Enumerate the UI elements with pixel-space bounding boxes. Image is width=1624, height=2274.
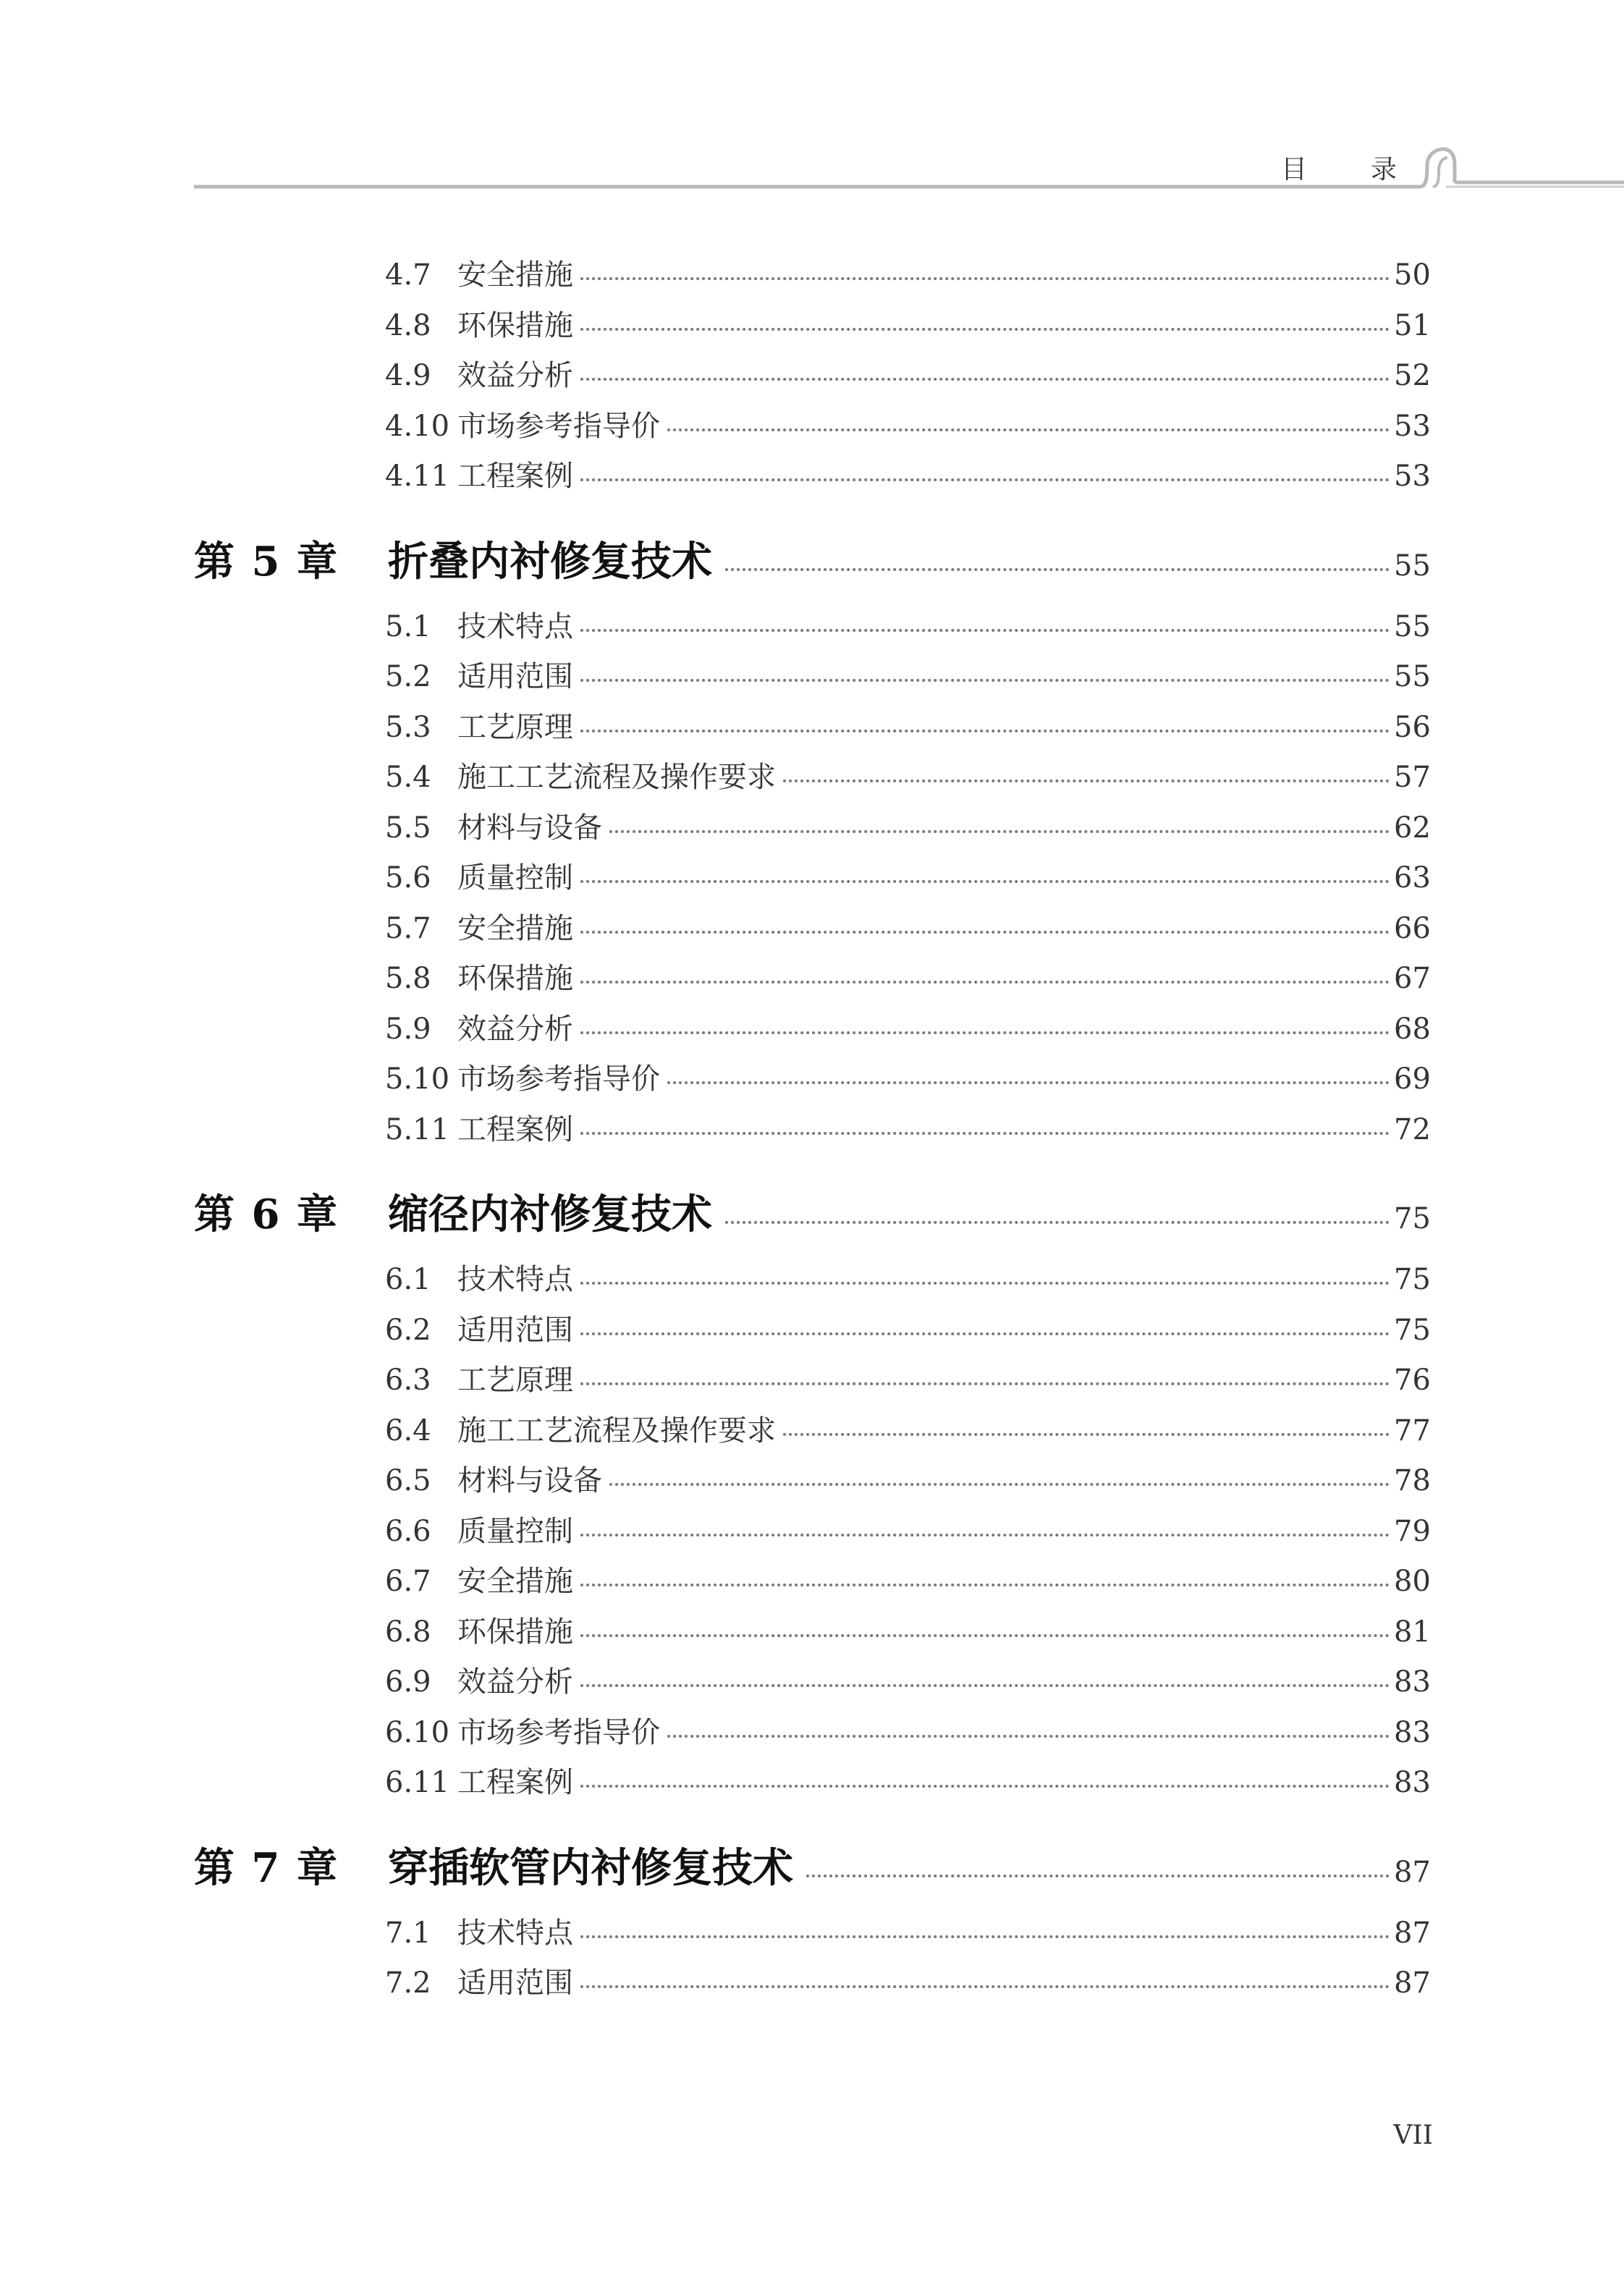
- section-number: 4.11: [385, 460, 450, 493]
- page-ref: 77: [1394, 1413, 1431, 1447]
- toc-section-entry[interactable]: [0, 1256, 1624, 1303]
- page-ref: 62: [1394, 811, 1431, 845]
- section-title: 市场参考指导价: [457, 1715, 660, 1749]
- section-title: 安全措施: [457, 1565, 573, 1598]
- section-number: 5.7: [385, 911, 431, 945]
- toc-section-entry[interactable]: [0, 704, 1624, 751]
- toc-section-entry[interactable]: [0, 453, 1624, 499]
- section-number: 5.11: [385, 1112, 450, 1146]
- section-number: 5.9: [385, 1012, 431, 1046]
- page-ref: 55: [1394, 549, 1431, 583]
- section-number: 6.2: [385, 1313, 431, 1347]
- section-number: 6.11: [385, 1766, 450, 1799]
- section-number: 6.1: [385, 1263, 431, 1296]
- page-ref: 75: [1394, 1263, 1431, 1296]
- page-ref: 68: [1394, 1012, 1431, 1046]
- toc-section-entry[interactable]: [0, 905, 1624, 952]
- section-number: 4.7: [385, 258, 431, 292]
- toc-section-entry[interactable]: [0, 604, 1624, 650]
- running-head-char-1: 目: [1281, 154, 1308, 185]
- page-ref: 56: [1394, 710, 1431, 744]
- toc-section-entry[interactable]: [0, 805, 1624, 851]
- section-title: 适用范围: [457, 1966, 573, 2000]
- page-ref: 69: [1394, 1062, 1431, 1096]
- dot-leader: [667, 428, 1390, 431]
- page-ref: 55: [1394, 609, 1431, 643]
- toc-section-entry[interactable]: [0, 1709, 1624, 1756]
- dot-leader: [609, 830, 1390, 833]
- page-ref: 78: [1394, 1464, 1431, 1497]
- section-title: 质量控制: [457, 1514, 573, 1548]
- page-ref: 87: [1394, 1966, 1431, 2000]
- running-head-char-2: 录: [1370, 154, 1397, 185]
- section-title: 环保措施: [457, 1615, 573, 1649]
- toc-section-entry[interactable]: [0, 352, 1624, 399]
- dot-leader: [806, 1874, 1390, 1877]
- page-ref: 52: [1394, 359, 1431, 392]
- chapter-title: 穿插软管内衬修复技术: [388, 1843, 793, 1892]
- section-number: 6.8: [385, 1615, 431, 1649]
- section-number: 5.10: [385, 1062, 450, 1096]
- section-title: 安全措施: [457, 911, 573, 945]
- section-title: 工程案例: [457, 460, 573, 493]
- toc-section-entry[interactable]: [0, 1357, 1624, 1403]
- section-number: 6.6: [385, 1514, 431, 1548]
- chapter-number: 第 7 章: [194, 1843, 339, 1892]
- dot-leader: [580, 1382, 1390, 1385]
- dot-leader: [580, 277, 1390, 280]
- dot-leader: [580, 981, 1390, 984]
- dot-leader: [580, 1031, 1390, 1034]
- toc-section-entry[interactable]: [0, 1107, 1624, 1153]
- section-number: 7.1: [385, 1916, 431, 1950]
- section-number: 6.9: [385, 1665, 431, 1699]
- section-number: 6.3: [385, 1364, 431, 1397]
- section-title: 环保措施: [457, 308, 573, 342]
- section-title: 市场参考指导价: [457, 1062, 660, 1096]
- toc-section-entry[interactable]: [0, 1508, 1624, 1555]
- toc-section-entry[interactable]: [0, 1910, 1624, 1956]
- section-title: 安全措施: [457, 258, 573, 292]
- toc-section-entry[interactable]: [0, 1558, 1624, 1605]
- page-ref: 80: [1394, 1565, 1431, 1598]
- section-title: 市场参考指导价: [457, 409, 660, 443]
- section-number: 4.8: [385, 308, 431, 342]
- toc-section-entry[interactable]: [0, 654, 1624, 700]
- page-ref: 87: [1394, 1916, 1431, 1950]
- section-number: 6.5: [385, 1464, 431, 1497]
- page-ref: 83: [1394, 1766, 1431, 1799]
- section-title: 技术特点: [457, 1916, 573, 1950]
- toc-section-entry[interactable]: [0, 303, 1624, 349]
- toc-section-entry[interactable]: [0, 252, 1624, 298]
- dot-leader: [667, 1735, 1390, 1738]
- section-title: 工艺原理: [457, 1364, 573, 1397]
- dot-leader: [580, 931, 1390, 934]
- section-number: 6.4: [385, 1413, 431, 1447]
- page-ref: 53: [1394, 409, 1431, 443]
- toc-section-entry[interactable]: [0, 1659, 1624, 1705]
- section-title: 质量控制: [457, 861, 573, 895]
- page-ref: 87: [1394, 1855, 1431, 1889]
- page-ref: 63: [1394, 861, 1431, 895]
- section-title: 技术特点: [457, 1263, 573, 1296]
- dot-leader: [609, 1483, 1390, 1486]
- section-number: 5.2: [385, 660, 431, 693]
- page-ref: 72: [1394, 1112, 1431, 1146]
- dot-leader: [667, 1081, 1390, 1084]
- dot-leader: [580, 730, 1390, 732]
- toc-section-entry[interactable]: [0, 1458, 1624, 1504]
- dot-leader: [580, 1132, 1390, 1135]
- section-title: 施工工艺流程及操作要求: [457, 761, 776, 794]
- chapter-number: 第 6 章: [194, 1191, 339, 1238]
- page-ref: 55: [1394, 660, 1431, 693]
- section-number: 5.1: [385, 609, 431, 643]
- dot-leader: [580, 1935, 1390, 1938]
- toc-section-entry[interactable]: [0, 1006, 1624, 1052]
- section-number: 5.4: [385, 761, 431, 794]
- toc-section-entry[interactable]: [0, 1759, 1624, 1806]
- dot-leader: [580, 1282, 1390, 1285]
- page-ref: 67: [1394, 962, 1431, 995]
- dot-leader: [783, 779, 1390, 782]
- section-title: 效益分析: [457, 1665, 573, 1699]
- toc-section-entry[interactable]: [0, 754, 1624, 800]
- dot-leader: [580, 1634, 1390, 1637]
- page-ref: 76: [1394, 1364, 1431, 1397]
- section-title: 工艺原理: [457, 710, 573, 744]
- section-title: 材料与设备: [457, 1464, 602, 1497]
- section-title: 适用范围: [457, 660, 573, 693]
- section-title: 施工工艺流程及操作要求: [457, 1413, 776, 1447]
- section-title: 工程案例: [457, 1766, 573, 1799]
- page-ref: 51: [1394, 308, 1431, 342]
- page-ref: 75: [1394, 1313, 1431, 1347]
- section-number: 6.10: [385, 1715, 450, 1749]
- section-title: 材料与设备: [457, 811, 602, 845]
- section-title: 效益分析: [457, 359, 573, 392]
- section-number: 5.3: [385, 710, 431, 744]
- dot-leader: [580, 1985, 1390, 1988]
- section-title: 环保措施: [457, 962, 573, 995]
- dot-leader: [725, 568, 1390, 571]
- toc-section-entry[interactable]: [0, 1408, 1624, 1454]
- toc-section-entry[interactable]: [0, 403, 1624, 449]
- page-number: VII: [1393, 2121, 1433, 2150]
- page-ref: 53: [1394, 460, 1431, 493]
- section-number: 5.6: [385, 861, 431, 895]
- chapter-number: 第 5 章: [194, 537, 339, 586]
- section-title: 技术特点: [457, 609, 573, 643]
- toc-section-entry[interactable]: [0, 855, 1624, 901]
- page-ref: 79: [1394, 1514, 1431, 1548]
- toc-chapter-entry[interactable]: [0, 1836, 1624, 1894]
- section-number: 5.5: [385, 811, 431, 845]
- page-ref: 75: [1394, 1202, 1431, 1235]
- dot-leader: [580, 378, 1390, 381]
- dot-leader: [725, 1221, 1390, 1224]
- dot-leader: [580, 1332, 1390, 1335]
- dot-leader: [580, 1785, 1390, 1788]
- toc-section-entry[interactable]: [0, 1056, 1624, 1102]
- page-ref: 50: [1394, 258, 1431, 292]
- dot-leader: [580, 880, 1390, 883]
- dot-leader: [783, 1433, 1390, 1436]
- page-ref: 57: [1394, 761, 1431, 794]
- page-ref: 83: [1394, 1715, 1431, 1749]
- chapter-title: 缩径内衬修复技术: [388, 1191, 712, 1238]
- section-number: 4.10: [385, 409, 450, 443]
- toc-section-entry[interactable]: [0, 1307, 1624, 1353]
- dot-leader: [580, 1534, 1390, 1537]
- dot-leader: [580, 629, 1390, 632]
- page-ref: 66: [1394, 911, 1431, 945]
- section-title: 效益分析: [457, 1012, 573, 1046]
- toc-section-entry[interactable]: [0, 955, 1624, 1002]
- dot-leader: [580, 478, 1390, 481]
- section-number: 4.9: [385, 359, 431, 392]
- dot-leader: [580, 679, 1390, 682]
- page-ref: 83: [1394, 1665, 1431, 1699]
- section-number: 5.8: [385, 962, 431, 995]
- chapter-title: 折叠内衬修复技术: [388, 537, 712, 586]
- toc-chapter-entry[interactable]: [0, 530, 1624, 588]
- dot-leader: [580, 328, 1390, 331]
- dot-leader: [580, 1584, 1390, 1586]
- toc-section-entry[interactable]: [0, 1960, 1624, 2006]
- section-title: 工程案例: [457, 1112, 573, 1146]
- toc-section-entry[interactable]: [0, 1609, 1624, 1655]
- section-number: 6.7: [385, 1565, 431, 1598]
- section-number: 7.2: [385, 1966, 431, 2000]
- section-title: 适用范围: [457, 1313, 573, 1347]
- page-ref: 81: [1394, 1615, 1431, 1649]
- dot-leader: [580, 1684, 1390, 1687]
- toc-chapter-entry[interactable]: [0, 1183, 1624, 1240]
